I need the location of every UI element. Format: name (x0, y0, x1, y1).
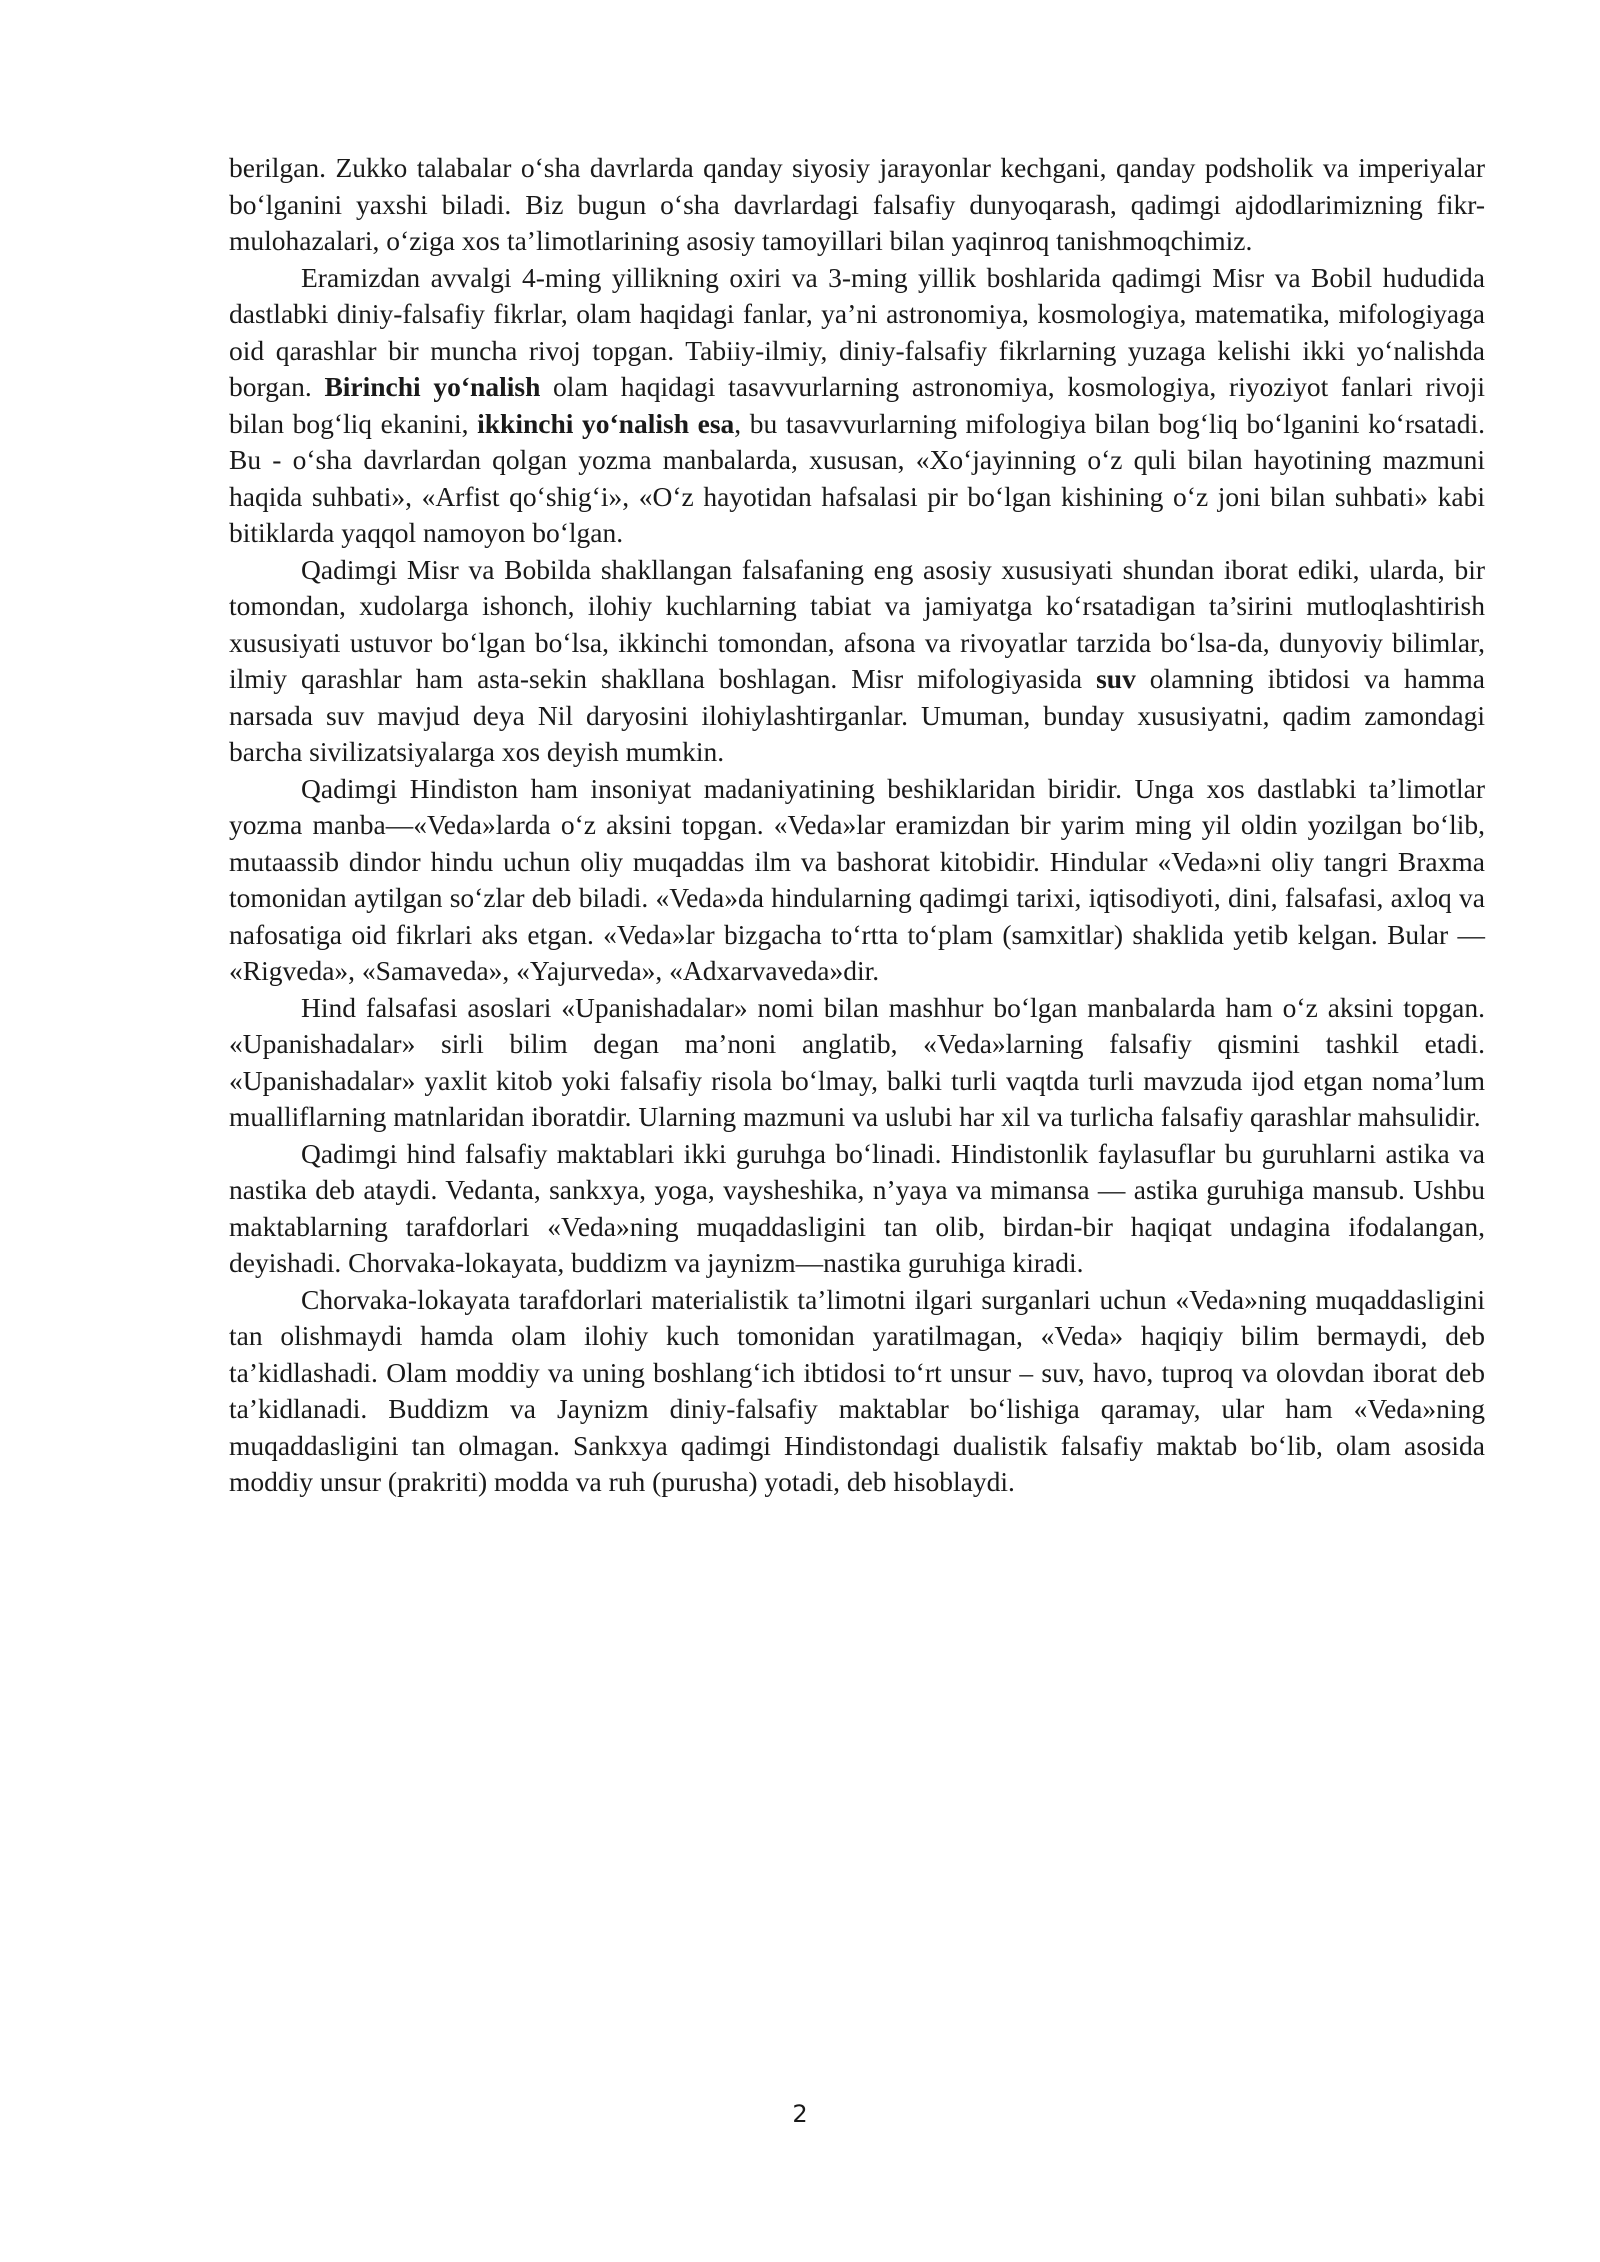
bold-text-run: ikkinchi yo‘nalish esa (477, 407, 735, 439)
paragraph (229, 1136, 1485, 1282)
bold-text-run: suv (1096, 663, 1136, 694)
text-run: Qadimgi hind falsafiy maktablari ikki guruhga bo‘linadi. Hindistonlik faylasuflar bu guruhlarni astika va nastika deb ataydi. Vedanta, sankxya, yoga, vaysheshika, n’yaya va mimansa — astika guruhiga mansub. Ushbu maktablarning tarafdorlari «Veda»ning muqaddasligini tan olib, birdan-bir haqiqat undagina ifodalangan, deyishadi. Chorvaka-lokayata, buddizm va jaynizm—nastika guruhiga kiradi. (229, 1137, 1485, 1278)
bold-text-run: Birinchi yo‘nalish (324, 371, 541, 402)
text-run: , bu tasavvurlarning mifologiya bilan bog‘liq bo‘lganini ko‘rsatadi. Bu - o‘sha davrlardan qolgan yozma manbalarda, xususan, «Xo‘jayinning o‘z quli bilan hayotining mazmuni haqida suhbati», «Arfist qo‘shig‘i», «O‘z hayotidan hafsalasi pir bo‘lgan kishining o‘z joni bilan suhbati» kabi bitiklarda yaqqol namoyon bo‘lgan. (229, 407, 1485, 548)
paragraph (229, 150, 1485, 260)
paragraph (229, 260, 1485, 552)
text-run: Qadimgi Misr va Bobilda shakllangan falsafaning eng asosiy xususiyati shundan iborat ediki, ularda, bir tomondan, xudolarga ishonch, ilohiy kuchlarning tabiat va jamiyatga ko‘rsatadigan ta’sirini mutloqlashtirish xususiyati ustuvor bo‘lgan bo‘lsa, ikkinchi tomondan, afsona va rivoyatlar tarzida bo‘lsa-da, dunyoviy bilimlar, ilmiy qarashlar ham asta-sekin shakllana boshlagan. Misr mifologiyasida (229, 553, 1485, 694)
paragraph (229, 552, 1485, 771)
text-run: Chorvaka-lokayata tarafdorlari materialistik ta’limotni ilgari surganlari uchun «Veda»ning muqaddasligini tan olishmaydi hamda olam ilohiy kuch tomonidan yaratilmagan, «Veda» haqiqiy bilim bermaydi, deb ta’kidlashadi. Olam moddiy va uning boshlang‘ich ibtidosi to‘rt unsur – suv, havo, tuproq va olovdan iborat deb ta’kidlanadi. Buddizm va Jaynizm diniy-falsafiy maktablar bo‘lishiga qaramay, ular ham «Veda»ning muqaddasligini tan olmagan. Sankxya qadimgi Hindistondagi dualistik falsafiy maktab bo‘lib, olam asosida moddiy unsur (prakriti) modda va ruh (purusha) yotadi, deb hisoblaydi. (229, 1283, 1485, 1497)
text-run: olam haqidagi tasavvurlarning astronomiya, kosmologiya, riyoziyot fanlari rivoji bilan bog‘liq ekanini, (229, 371, 1485, 439)
text-run: Eramizdan avvalgi 4-ming yillikning oxiri va 3-ming yillik boshlarida qadimgi Misr va Bobil hududida dastlabki diniy-falsafiy fikrlar, olam haqidagi fanlar, ya’ni astronomiya, kosmologiya, matematika, mifologiyaga oid qarashlar bir muncha rivoj topgan. Tabiiy-ilmiy, diniy-falsafiy fikrlarning yuzaga kelishi ikki yo‘nalishda borgan. (229, 261, 1485, 402)
paragraph (229, 1282, 1485, 1501)
text-run: berilgan. Zukko talabalar o‘sha davrlarda qanday siyosiy jarayonlar kechgani, qanday podsholik va imperiyalar bo‘lganini yaxshi biladi. Biz bugun o‘sha davrlardagi falsafiy dunyoqarash, qadimgi ajdodlarimizning fikr-mulohazalari, o‘ziga xos ta’limotlarining asosiy tamoyillari bilan yaqinroq tanishmoqchimiz. (229, 152, 1485, 256)
paragraph (229, 990, 1485, 1136)
text-run: olamning ibtidosi va hamma narsada suv mavjud deya Nil daryosini ilohiylashtirganlar. Umuman, bunday xususiyatni, qadim zamondagi barcha sivilizatsiyalarga xos deyish mumkin. (229, 663, 1486, 767)
text-run: Hind falsafasi asoslari «Upanishadalar» nomi bilan mashhur bo‘lgan manbalarda ham o‘z aksini topgan. «Upanishadalar» sirli bilim degan ma’noni anglatib, «Veda»larning falsafiy qismini tashkil etadi. «Upanishadalar» yaxlit kitob yoki falsafiy risola bo‘lmay, balki turli vaqtda turli mavzuda ijod etgan noma’lum mualliflarning matnlaridan iboratdir. Ularning mazmuni va uslubi har xil va turlicha falsafiy qarashlar mahsulidir. (229, 991, 1485, 1132)
text-run: Qadimgi Hindiston ham insoniyat madaniyatining beshiklaridan biridir. Unga xos dastlabki ta’limotlar yozma manba—«Veda»larda o‘z aksini topgan. «Veda»lar eramizdan bir yarim ming yil oldin yozilgan bo‘lib, mutaassib dindor hindu uchun oliy muqaddas ilm va bashorat kitobidir. Hindular «Veda»ni oliy tangri Braxma tomonidan aytilgan so‘zlar deb biladi. «Veda»da hindularning qadimgi tarixi, iqtisodiyoti, dini, falsafasi, axloq va nafosatiga oid fikrlari aks etgan. «Veda»lar bizgacha to‘rtta to‘plam (samxitlar) shaklida yetib kelgan. Bular — «Rigveda», «Samaveda», «Yajurveda», «Adxarvaveda»dir. (229, 772, 1485, 986)
paragraph (229, 771, 1485, 990)
body-text (229, 150, 1485, 1501)
page-number: 2 (792, 2100, 808, 2128)
